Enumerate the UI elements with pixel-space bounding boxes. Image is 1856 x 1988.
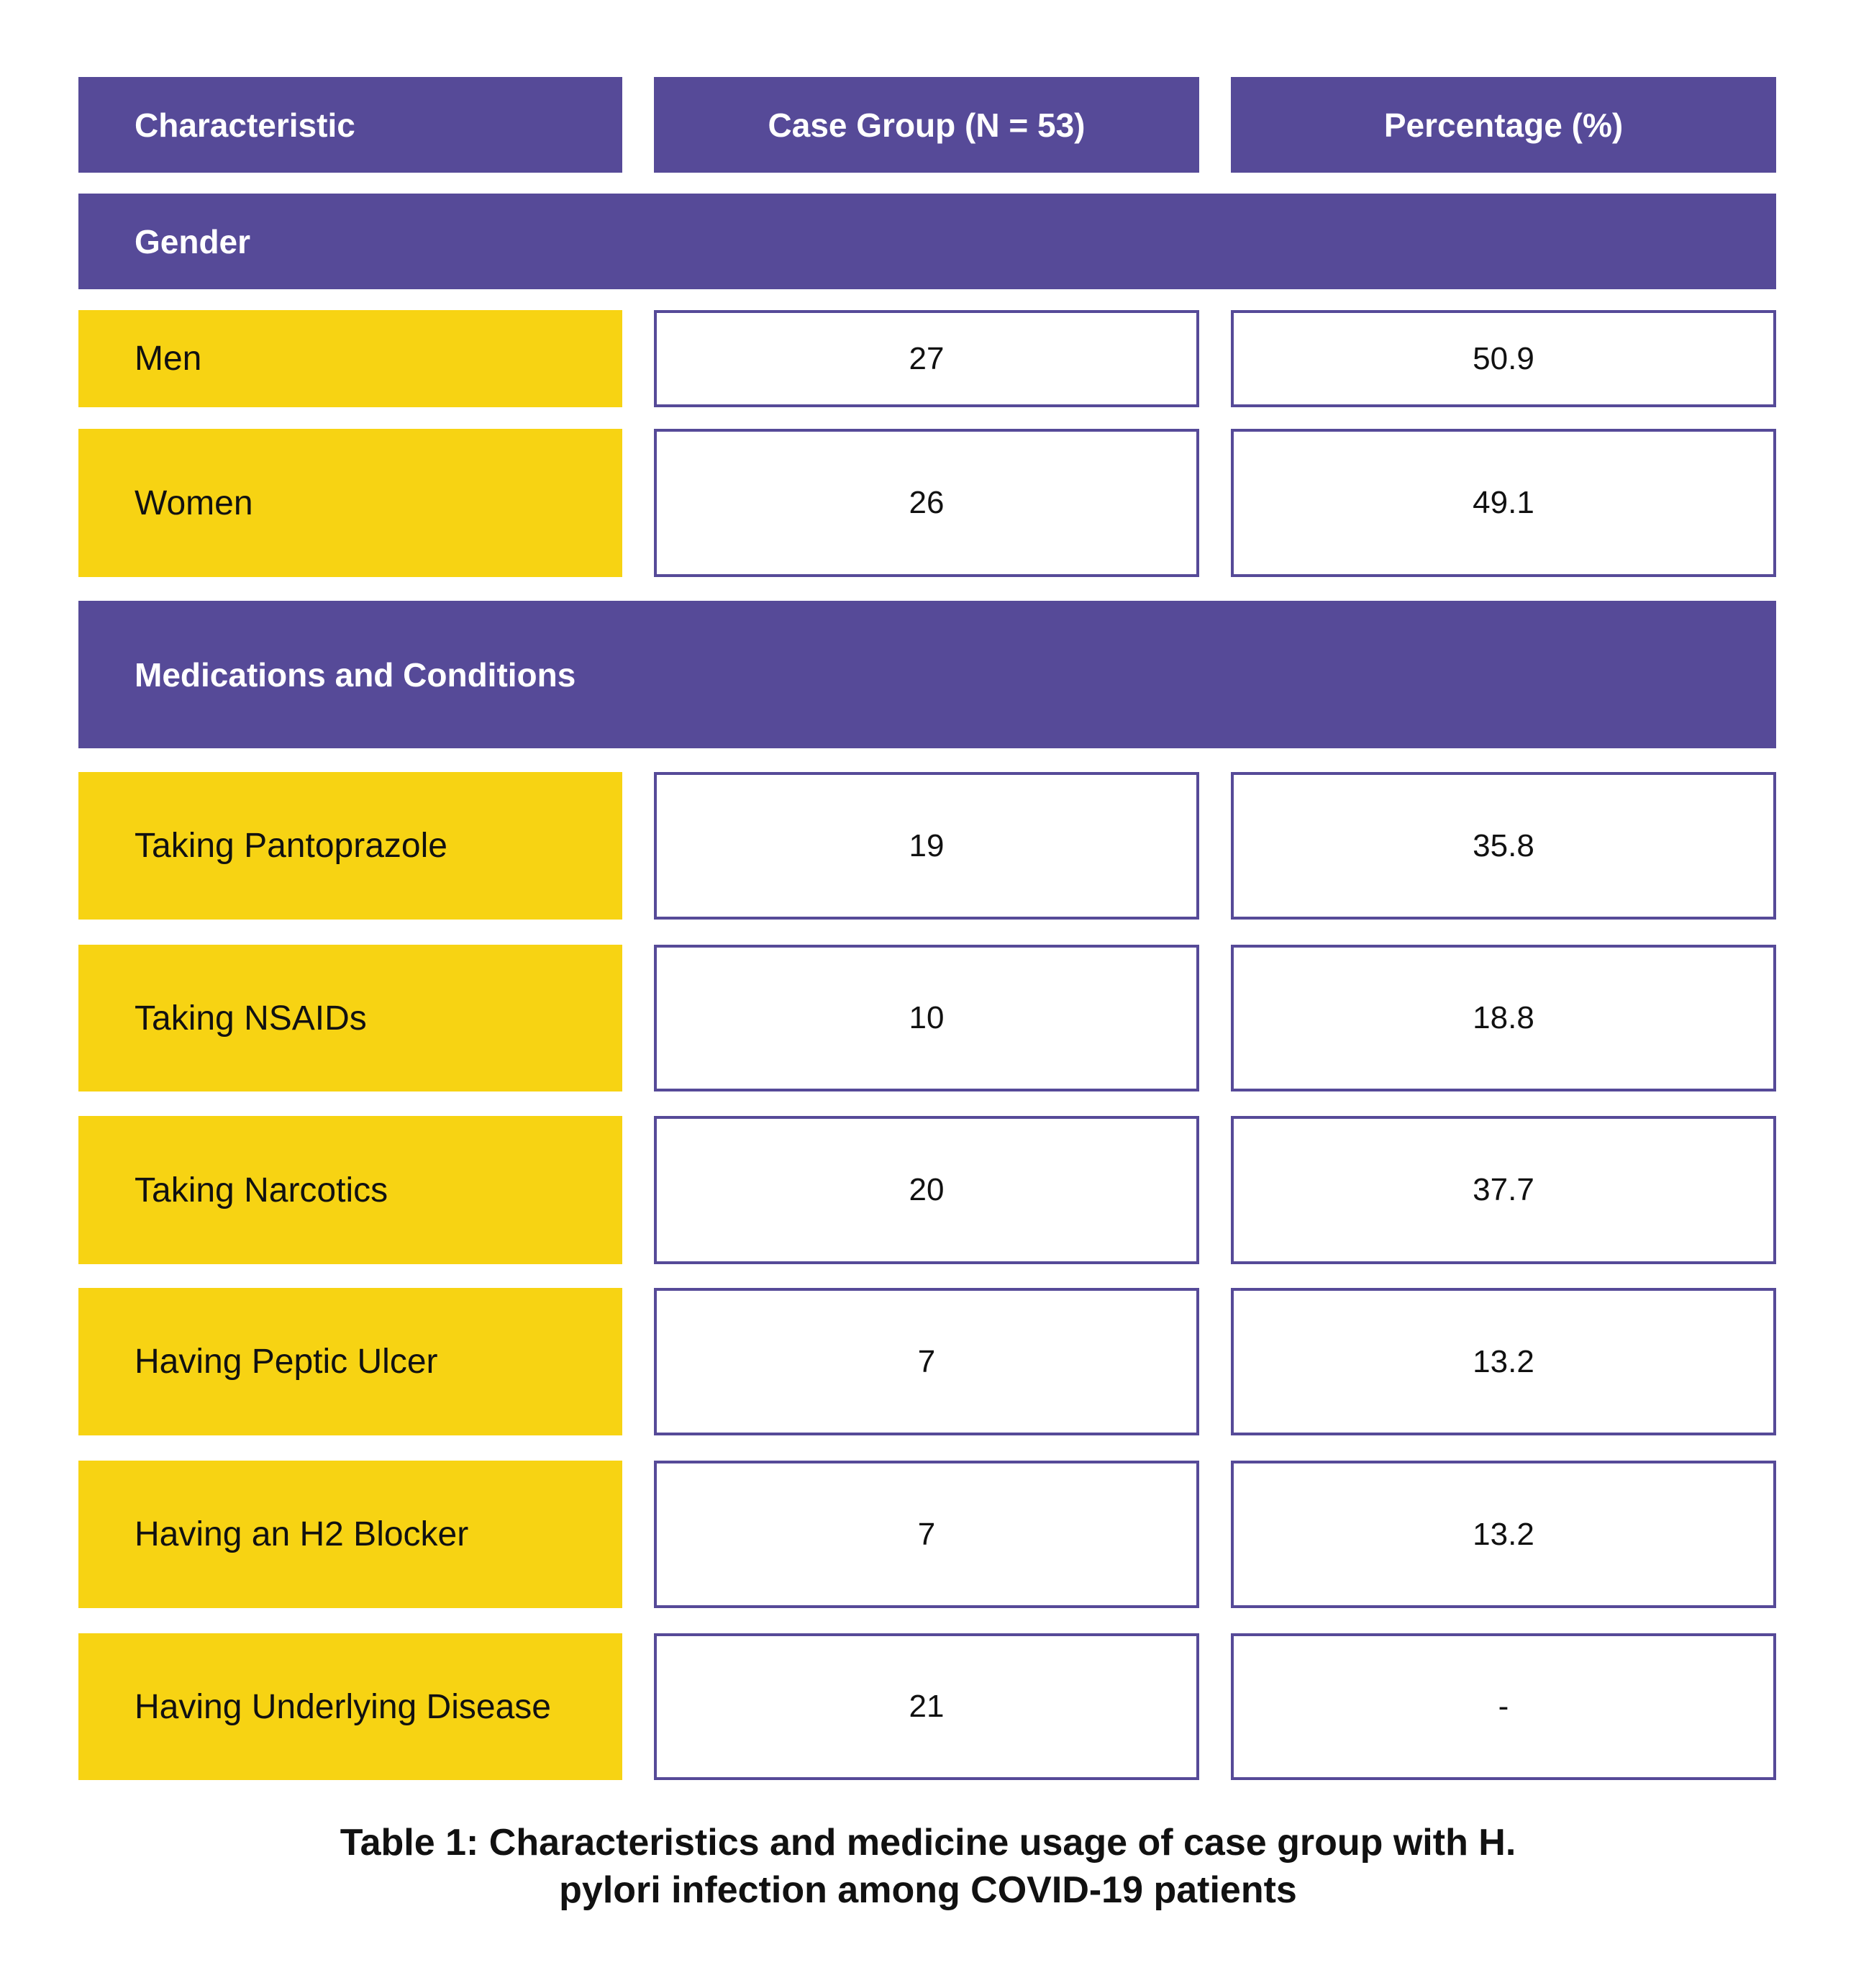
case-group-cell (654, 310, 1199, 407)
case-group-value: 7 (917, 1516, 936, 1552)
row-label-peptic-ulcer (78, 1288, 622, 1435)
section-header-medications (78, 601, 1776, 748)
header-case-group-label: Case Group (N = 53) (768, 106, 1086, 144)
case-group-cell (654, 1633, 1199, 1780)
row-label-pantoprazole (78, 772, 622, 920)
percentage-value: 13.2 (1473, 1516, 1534, 1552)
row-label-narcotics (78, 1116, 622, 1264)
row-label: Having Underlying Disease (135, 1687, 551, 1726)
row-label: Men (135, 340, 202, 378)
case-group-cell (654, 772, 1199, 920)
case-group-value: 21 (909, 1689, 945, 1724)
percentage-cell (1231, 772, 1776, 920)
case-group-cell (654, 1288, 1199, 1435)
row-label: Taking Narcotics (135, 1171, 388, 1209)
percentage-value: 50.9 (1473, 340, 1534, 376)
percentage-value: 37.7 (1473, 1172, 1534, 1207)
header-characteristic (78, 77, 622, 173)
header-case-group (654, 77, 1199, 173)
row-label-h2-blocker (78, 1461, 622, 1608)
percentage-value: 35.8 (1473, 827, 1534, 863)
row-label: Taking Pantoprazole (135, 827, 447, 865)
row-label-nsaids (78, 945, 622, 1091)
case-group-value: 26 (909, 485, 945, 520)
percentage-cell (1231, 1288, 1776, 1435)
case-group-cell (654, 1461, 1199, 1608)
percentage-cell (1231, 1461, 1776, 1608)
section-header-gender (78, 194, 1776, 289)
case-group-cell (654, 1116, 1199, 1264)
case-group-value: 20 (909, 1172, 945, 1207)
section-title: Medications and Conditions (135, 655, 576, 694)
row-label: Having an H2 Blocker (135, 1515, 469, 1553)
section-title: Gender (135, 222, 251, 260)
row-label: Having Peptic Ulcer (135, 1343, 438, 1381)
row-label-women (78, 429, 622, 577)
case-group-value: 7 (917, 1343, 936, 1379)
percentage-value: 49.1 (1473, 485, 1534, 520)
case-group-value: 19 (909, 827, 945, 863)
percentage-cell (1231, 1633, 1776, 1780)
percentage-cell (1231, 1116, 1776, 1264)
row-label: Women (135, 484, 253, 522)
case-group-value: 10 (909, 1000, 945, 1035)
header-percentage (1231, 77, 1776, 173)
row-label-men (78, 310, 622, 407)
case-group-cell (654, 429, 1199, 577)
case-group-value: 27 (909, 340, 945, 376)
row-label: Taking NSAIDs (135, 999, 367, 1038)
percentage-value: 18.8 (1473, 1000, 1534, 1035)
caption-line-2: pylori infection among COVID-19 patients (559, 1869, 1297, 1911)
percentage-cell (1231, 429, 1776, 577)
caption-line-1: Table 1: Characteristics and medicine usage of case group with H. (340, 1822, 1516, 1864)
case-group-cell (654, 945, 1199, 1091)
percentage-value: - (1498, 1689, 1509, 1724)
row-label-underlying-disease (78, 1633, 622, 1780)
header-characteristic-label: Characteristic (135, 106, 355, 144)
percentage-cell (1231, 310, 1776, 407)
percentage-value: 13.2 (1473, 1343, 1534, 1379)
header-percentage-label: Percentage (%) (1383, 106, 1624, 144)
percentage-cell (1231, 945, 1776, 1091)
table-caption (0, 1819, 1856, 1914)
